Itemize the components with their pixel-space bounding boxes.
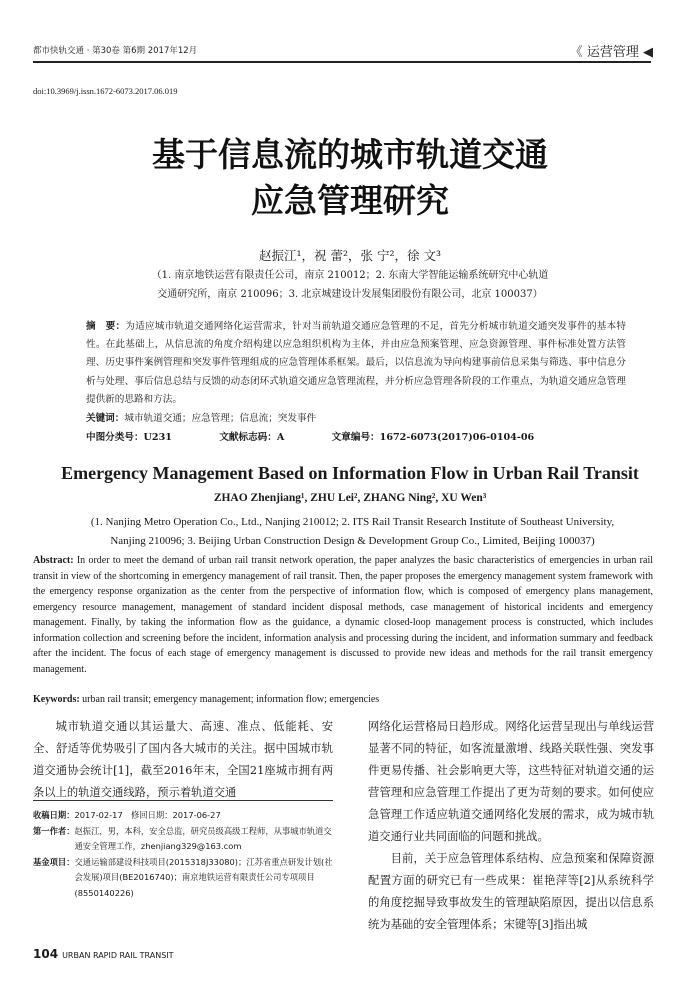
section-label: 《 运营管理 ◀ [569,45,653,60]
body-left-column [33,716,333,804]
affiliations-cn [60,266,640,304]
abstract-cn [86,318,626,409]
keywords-cn-label: 关键词： [86,413,125,424]
footnote-dates [33,808,333,824]
article-number: 文章编号：1672-6073(2017)06-0104-06 [331,432,535,443]
footnote-author [33,824,333,855]
body-paragraph: 城市轨道交通以其运量大、高速、准点、低能耗、安全、舒适等优势吸引了国内各大城市的关注。据中国城市轨道交通协会统计[1]，截至2016年末，全国21座城市拥有两条以上的轨道交通线路，预示着轨道交通 [33,720,333,799]
clc-number: 中图分类号：U231 [86,432,172,443]
page-footer [33,947,174,961]
body-right-column [368,716,654,936]
keywords-cn-text: 城市轨道交通；应急管理；信息流；突发事件 [124,413,317,424]
title-cn-line2: 应急管理研究 [251,181,449,220]
authors-cn: 赵振江¹，祝 蕾²，张 宁²，徐 文³ [259,248,441,263]
title-en: Emergency Management Based on Information Flow in Urban Rail Transit [61,463,639,483]
affiliation-en-line: Nanjing 210096; 3. Beijing Urban Construction Design & Development Group Co., Limited, Beijing 100037) [110,535,595,547]
keywords-en-text: urban rail transit; emergency management; information flow; emergencies [82,694,380,705]
footnote-text: 赵振江，男，本科，安全总监，研究员级高级工程师，从事城市轨道交通安全管理工作，zhenjiang329@163.com [74,825,332,851]
keywords-cn [86,410,316,424]
body-paragraph: 目前，关于应急管理体系结构、应急预案和保障资源配置方面的研究已有一些成果：崔艳萍等[2]从系统科学的角度挖掘导致事故发生的管理缺陷原因，提出以信息系统为基础的安全管理体系；宋键等[3]指出城 [368,852,654,931]
footnote-label: 基金项目： [33,856,75,867]
affiliation-cn-line: （1. 南京地铁运营有限责任公司，南京 210012；2. 东南大学智能运输系统研究中心轨道 [151,270,549,281]
footnote-label: 第一作者： [33,825,75,836]
affiliation-en-line: (1. Nanjing Metro Operation Co., Ltd., Nanjing 210012; 2. ITS Rail Transit Research Institute of Southeast University, [90,516,615,528]
page-number: 104 [33,947,59,961]
footnote-text: 2017-02-17 修回日期：2017-06-27 [74,810,221,820]
classification-line [86,429,578,443]
abstract-en-label: Abstract: [33,555,74,566]
affiliations-en [40,513,665,551]
abstract-cn-label: 摘 要： [86,321,126,332]
footnote-label: 收稿日期： [33,810,75,820]
document-code: 文献标志码：A [219,432,285,443]
journal-name-en: URBAN RAPID RAIL TRANSIT [62,951,174,960]
affiliation-cn-line: 交通研究所，南京 210096；3. 北京城建设计发展集团股份有限公司，北京 100037） [157,289,543,300]
header-rule [33,61,651,63]
journal-info: 都市快轨交通 · 第30卷 第6期 2017年12月 [33,46,198,56]
keywords-en-label: Keywords: [33,694,80,705]
keywords-en [33,694,379,705]
abstract-en [33,553,653,677]
title-cn-line1: 基于信息流的城市轨道交通 [152,135,548,174]
body-paragraph: 网络化运营格局日趋形成。网络化运营呈现出与单线运营显著不同的特征，如客流量激增、线路关联性强、突发事件更易传播、社会影响更大等，这些特征对轨道交通的运营管理和应急管理工作提出了更为苛刻的要求。如何使应急管理工作适应轨道交通网络化发展的需求，成为城市轨道交通行业共同面临的问题和挑战。 [368,720,654,843]
authors-en: ZHAO Zhenjiang¹, ZHU Lei², ZHANG Ning², XU Wen³ [213,492,487,504]
footnote-rule [33,800,333,801]
footnotes [33,808,333,901]
footnote-text: 交通运输部建设科技项目(2015318J33080)；江苏省重点研发计划(社会发展)项目(BE2016740)；南京地铁运营有限责任公司专项项目(8550140226) [74,856,333,898]
footnote-fund [33,855,333,902]
abstract-cn-text: 为适应城市轨道交通网络化运营需求，针对当前轨道交通应急管理的不足，首先分析城市轨道交通突发事件的基本特性。在此基础上，从信息流的角度介绍构建以应急组织机构为主体，并由应急预案管理、应急资源管理、事件标准处置方法管理、历史事件案例管理和突发事件管理组成的应急管理体系框架。最后，以信息流为导向构建事前信息采集与筛选、事中信息分析与处理、事后信息总结与反馈的动态闭环式轨道交通应急管理流程，并分析应急管理各阶段的工作重点，为轨道交通应急管理提供新的思路和方法。 [86,321,627,405]
abstract-en-text: In order to meet the demand of urban rail transit network operation, the paper analyzes the basic characteristics of emergencies in urban rail transit in view of the shortcoming in emergency management of rail transit. Then, the paper proposes the emergency management system framework with the emergency response organization as the center from the perspective of information flow, which is composed of emergency plans management, emergency resource management, management of standard incident disposal methods, case management of historical incidents and emergency management. Finally, by taking the information flow as the guidance, a dynamic closed-loop management process is constructed, which includes information collection and screening before the incident, information analysis and processing during the incident, and information summary and feedback after the incident. The focus of each stage of emergency management is discussed to provide new ideas and methods for the rail transit emergency management. [33,555,653,675]
doi: doi:10.3969/j.issn.1672-6073.2017.06.019 [33,86,178,96]
